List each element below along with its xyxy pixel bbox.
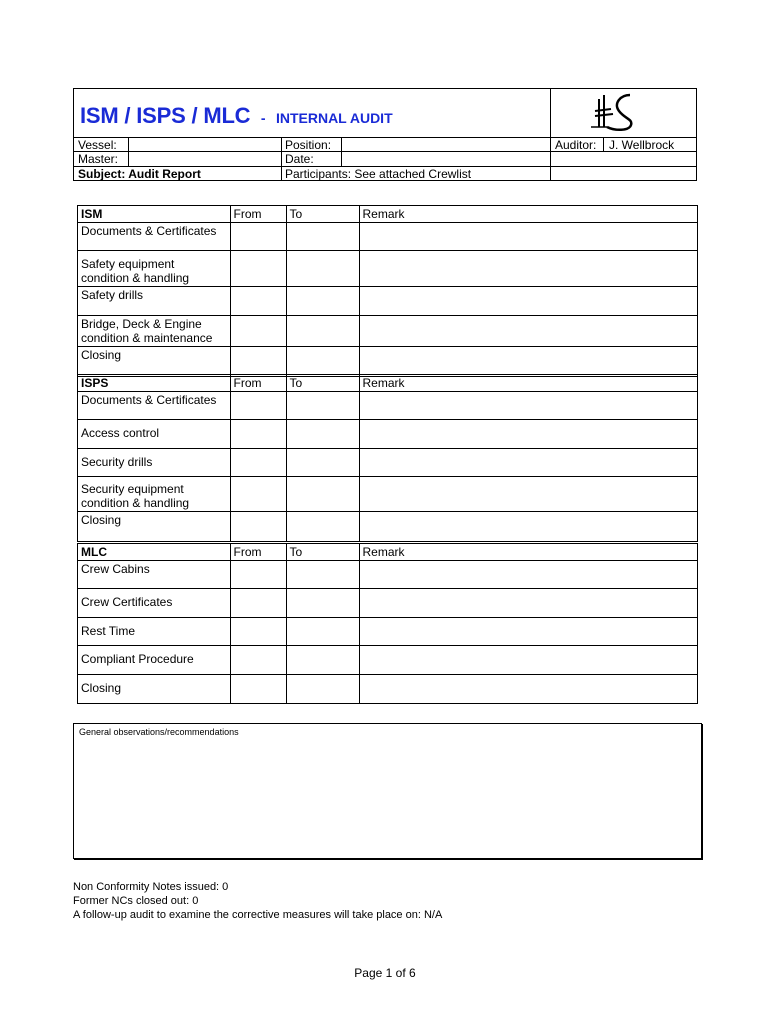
followup-text: A follow-up audit to examine the corrective measures will take place on: N/A — [73, 909, 443, 921]
master-label: Master: — [78, 152, 119, 166]
row-label: Security drills — [78, 449, 230, 477]
date-label: Date: — [285, 152, 314, 166]
row-label: Compliant Procedure — [78, 646, 230, 675]
row-label: Closing — [78, 347, 230, 376]
to-cell[interactable] — [286, 512, 359, 541]
to-cell[interactable] — [286, 420, 359, 449]
row-label: Rest Time — [78, 618, 230, 646]
title-dash: - — [260, 110, 266, 126]
row-label: Safety drills — [78, 287, 230, 316]
col-from: From — [230, 544, 286, 561]
row-label: Closing — [78, 512, 230, 541]
remark-cell[interactable] — [359, 392, 697, 420]
row-label: Access control — [78, 420, 230, 449]
section-isps — [77, 374, 698, 542]
from-cell[interactable] — [230, 646, 286, 675]
col-from: From — [230, 206, 286, 223]
remark-cell[interactable] — [359, 589, 697, 618]
from-cell[interactable] — [230, 316, 286, 347]
from-cell[interactable] — [230, 618, 286, 646]
from-cell[interactable] — [230, 223, 286, 251]
position-label: Position: — [285, 138, 332, 152]
subject-label: Subject: Audit Report — [78, 167, 201, 181]
col-to: To — [286, 544, 359, 561]
col-from: From — [230, 375, 286, 392]
row-label: Security equipment condition & handling — [78, 477, 230, 512]
remark-cell[interactable] — [359, 251, 697, 287]
former-nc-text: Former NCs closed out: 0 — [73, 895, 199, 907]
remark-cell[interactable] — [359, 347, 697, 376]
row-label: Documents & Certificates — [78, 223, 230, 251]
from-cell[interactable] — [230, 449, 286, 477]
participants-label: Participants: See attached Crewlist — [285, 167, 472, 181]
from-cell[interactable] — [230, 477, 286, 512]
remark-cell[interactable] — [359, 316, 697, 347]
to-cell[interactable] — [286, 589, 359, 618]
title-sub: INTERNAL AUDIT — [275, 110, 393, 126]
section-title: ISPS — [78, 375, 230, 392]
to-cell[interactable] — [286, 618, 359, 646]
section-ism — [77, 205, 698, 377]
to-cell[interactable] — [286, 316, 359, 347]
from-cell[interactable] — [230, 675, 286, 703]
to-cell[interactable] — [286, 392, 359, 420]
section-title: MLC — [78, 544, 230, 561]
document-title — [80, 103, 393, 129]
col-to: To — [286, 375, 359, 392]
to-cell[interactable] — [286, 449, 359, 477]
audit-header — [73, 88, 697, 181]
observations-box[interactable] — [73, 723, 702, 859]
auditor-value: J. Wellbrock — [609, 138, 675, 152]
col-to: To — [286, 206, 359, 223]
remark-cell[interactable] — [359, 512, 697, 541]
from-cell[interactable] — [230, 561, 286, 589]
to-cell[interactable] — [286, 646, 359, 675]
row-label: Documents & Certificates — [78, 392, 230, 420]
nc-issued-text: Non Conformity Notes issued: 0 — [73, 881, 229, 893]
remark-cell[interactable] — [359, 675, 697, 703]
remark-cell[interactable] — [359, 477, 697, 512]
to-cell[interactable] — [286, 287, 359, 316]
remark-cell[interactable] — [359, 449, 697, 477]
to-cell[interactable] — [286, 223, 359, 251]
section-title: ISM — [78, 206, 230, 223]
remark-cell[interactable] — [359, 420, 697, 449]
logo-box — [550, 89, 698, 137]
row-label: Crew Certificates — [78, 589, 230, 618]
remark-cell[interactable] — [359, 646, 697, 675]
col-remark: Remark — [359, 375, 697, 392]
row-label: Crew Cabins — [78, 561, 230, 589]
to-cell[interactable] — [286, 675, 359, 703]
page-number: Page 1 of 6 — [354, 966, 416, 980]
row-label: Closing — [78, 675, 230, 703]
row-label: Bridge, Deck & Engine condition & maintenance — [78, 316, 230, 347]
from-cell[interactable] — [230, 251, 286, 287]
vessel-label: Vessel: — [78, 138, 117, 152]
to-cell[interactable] — [286, 251, 359, 287]
to-cell[interactable] — [286, 347, 359, 376]
remark-cell[interactable] — [359, 561, 697, 589]
from-cell[interactable] — [230, 392, 286, 420]
remark-cell[interactable] — [359, 223, 697, 251]
remark-cell[interactable] — [359, 287, 697, 316]
auditor-label: Auditor: — [555, 138, 597, 152]
company-logo — [551, 89, 698, 137]
row-label: Safety equipment condition & handling — [78, 251, 230, 287]
col-remark: Remark — [359, 544, 697, 561]
from-cell[interactable] — [230, 589, 286, 618]
title-main: ISM / ISPS / MLC — [80, 103, 251, 128]
from-cell[interactable] — [230, 512, 286, 541]
observations-label: General observations/recommendations — [79, 727, 239, 737]
to-cell[interactable] — [286, 561, 359, 589]
to-cell[interactable] — [286, 477, 359, 512]
section-mlc — [77, 543, 698, 704]
remark-cell[interactable] — [359, 618, 697, 646]
from-cell[interactable] — [230, 347, 286, 376]
col-remark: Remark — [359, 206, 697, 223]
from-cell[interactable] — [230, 420, 286, 449]
from-cell[interactable] — [230, 287, 286, 316]
